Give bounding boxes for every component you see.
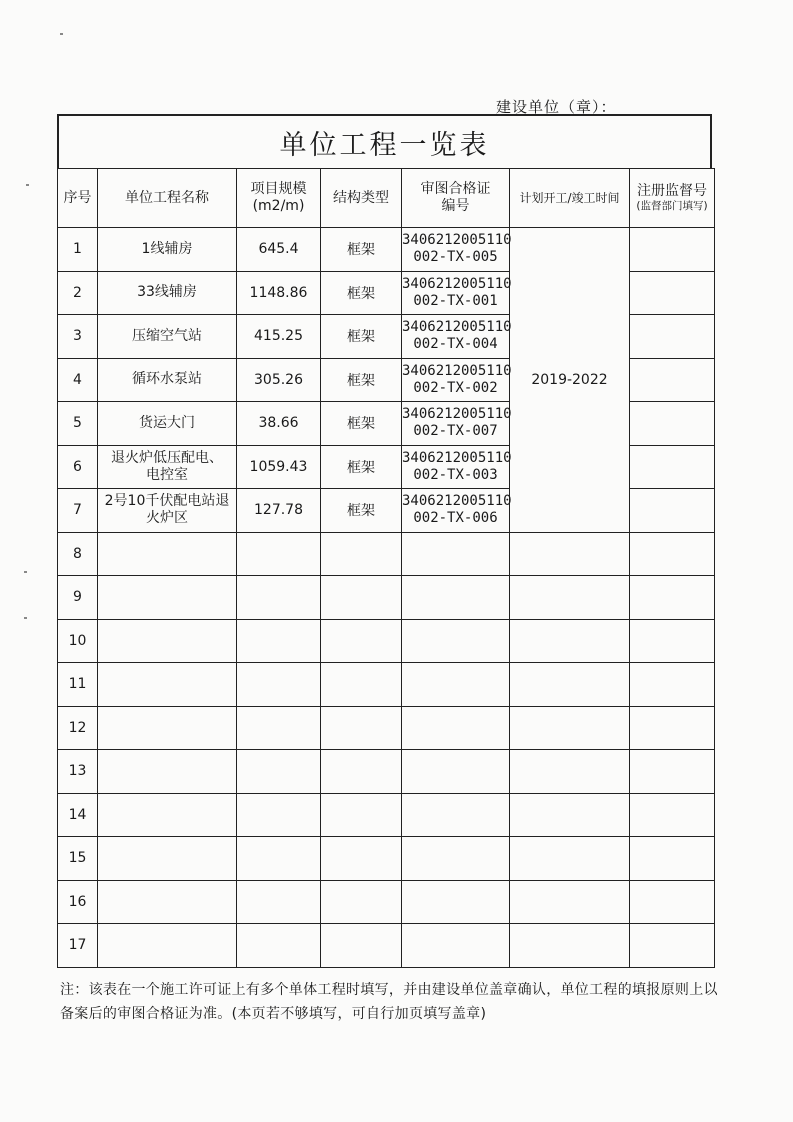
- row-name-line: 循环水泵站: [132, 371, 202, 388]
- table-row: [58, 663, 715, 707]
- table-row: [58, 750, 715, 794]
- empty-cell: [321, 576, 402, 620]
- empty-cell: [402, 663, 510, 707]
- row-cert-line: 002-TX-007: [413, 423, 498, 440]
- empty-cell: [98, 619, 237, 663]
- empty-cell: [98, 880, 237, 924]
- row-supervision: [630, 402, 715, 446]
- col-structure: 结构类型: [321, 169, 402, 228]
- table-row: [58, 837, 715, 881]
- table-row: [58, 228, 715, 272]
- empty-cell: [630, 793, 715, 837]
- col-name: 单位工程名称: [98, 169, 237, 228]
- row-seq: 15: [58, 837, 98, 881]
- col-scale: [237, 169, 321, 228]
- col-seq: 序号: [58, 169, 98, 228]
- empty-cell: [237, 837, 321, 881]
- empty-cell: [98, 706, 237, 750]
- table-row: [58, 924, 715, 968]
- row-scale: 305.26: [237, 358, 321, 402]
- footnote: 注：该表在一个施工许可证上有多个单体工程时填写，并由建设单位盖章确认，单位工程的填报原则上以备案后的审图合格证为准。(本页若不够填写，可自行加页填写盖章): [60, 982, 718, 1022]
- empty-cell: [321, 793, 402, 837]
- unit-stamp-label: 建设单位（章）：: [496, 98, 617, 116]
- row-cert-line: 3406212005110: [402, 275, 512, 292]
- empty-cell: [630, 837, 715, 881]
- empty-cell: [510, 706, 630, 750]
- empty-cell: [237, 924, 321, 968]
- row-structure: 框架: [321, 271, 402, 315]
- empty-cell: [237, 576, 321, 620]
- empty-cell: [630, 663, 715, 707]
- empty-cell: [321, 663, 402, 707]
- row-name-line: 火炉区: [146, 510, 188, 527]
- row-cert: [402, 358, 510, 402]
- row-structure: 框架: [321, 358, 402, 402]
- row-name-line: 退火炉低压配电、: [111, 449, 223, 466]
- empty-cell: [237, 706, 321, 750]
- empty-cell: [98, 532, 237, 576]
- empty-cell: [237, 619, 321, 663]
- table-row: [58, 706, 715, 750]
- col-supervision-note: (监督部门填写): [636, 200, 708, 212]
- row-seq: 6: [58, 445, 98, 489]
- row-supervision: [630, 445, 715, 489]
- row-name: [98, 445, 237, 489]
- row-seq: 7: [58, 489, 98, 533]
- empty-cell: [510, 793, 630, 837]
- empty-cell: [630, 880, 715, 924]
- empty-cell: [510, 619, 630, 663]
- row-name-line: 电控室: [146, 466, 188, 483]
- row-seq: 5: [58, 402, 98, 446]
- empty-cell: [510, 532, 630, 576]
- row-scale: 415.25: [237, 315, 321, 359]
- empty-cell: [630, 924, 715, 968]
- row-name: [98, 402, 237, 446]
- row-name-line: 2号10千伏配电站退: [104, 493, 230, 510]
- empty-cell: [321, 750, 402, 794]
- empty-cell: [98, 837, 237, 881]
- row-cert-line: 002-TX-004: [413, 336, 498, 353]
- empty-cell: [510, 576, 630, 620]
- empty-cell: [402, 619, 510, 663]
- empty-cell: [510, 837, 630, 881]
- row-seq: 8: [58, 532, 98, 576]
- col-cert-line2: 编号: [441, 198, 470, 214]
- row-supervision: [630, 228, 715, 272]
- empty-cell: [98, 750, 237, 794]
- row-cert-line: 002-TX-005: [413, 249, 498, 266]
- row-seq: 11: [58, 663, 98, 707]
- col-schedule: 计划开工/竣工时间: [510, 169, 630, 228]
- row-structure: 框架: [321, 402, 402, 446]
- row-scale: 1059.43: [237, 445, 321, 489]
- empty-cell: [402, 837, 510, 881]
- row-seq: 13: [58, 750, 98, 794]
- row-structure: 框架: [321, 489, 402, 533]
- row-supervision: [630, 271, 715, 315]
- row-seq: 16: [58, 880, 98, 924]
- table-row: [58, 619, 715, 663]
- empty-cell: [510, 750, 630, 794]
- row-cert-line: 002-TX-002: [413, 379, 498, 396]
- row-name-line: 33线辅房: [137, 284, 197, 301]
- empty-cell: [630, 576, 715, 620]
- table-row: [58, 576, 715, 620]
- row-cert-line: 3406212005110: [402, 406, 512, 423]
- row-seq: 4: [58, 358, 98, 402]
- row-cert: [402, 271, 510, 315]
- empty-cell: [630, 619, 715, 663]
- col-scale-line2: (m2/m): [252, 198, 305, 214]
- empty-cell: [98, 924, 237, 968]
- row-seq: 14: [58, 793, 98, 837]
- row-cert-line: 3406212005110: [402, 493, 512, 510]
- row-seq: 2: [58, 271, 98, 315]
- empty-cell: [98, 663, 237, 707]
- schedule-span: 2019-2022: [510, 228, 630, 533]
- empty-cell: [237, 750, 321, 794]
- row-supervision: [630, 315, 715, 359]
- row-cert: [402, 402, 510, 446]
- row-name: [98, 358, 237, 402]
- row-name: [98, 228, 237, 272]
- row-structure: 框架: [321, 315, 402, 359]
- row-cert-line: 3406212005110: [402, 449, 512, 466]
- empty-cell: [402, 793, 510, 837]
- empty-cell: [98, 793, 237, 837]
- table-row: [58, 880, 715, 924]
- empty-cell: [510, 663, 630, 707]
- empty-cell: [402, 532, 510, 576]
- row-scale: 38.66: [237, 402, 321, 446]
- unit-project-table: [57, 168, 715, 968]
- empty-cell: [237, 663, 321, 707]
- empty-cell: [321, 706, 402, 750]
- empty-cell: [402, 576, 510, 620]
- col-cert: [402, 169, 510, 228]
- row-seq: 10: [58, 619, 98, 663]
- row-name-line: 1线辅房: [141, 240, 193, 257]
- empty-cell: [237, 532, 321, 576]
- empty-cell: [321, 619, 402, 663]
- row-seq: 12: [58, 706, 98, 750]
- empty-cell: [321, 880, 402, 924]
- table-row: [58, 532, 715, 576]
- col-supervision-title: 注册监督号: [637, 183, 707, 199]
- row-seq: 3: [58, 315, 98, 359]
- row-name: [98, 315, 237, 359]
- row-cert-line: 002-TX-001: [413, 292, 498, 309]
- empty-cell: [510, 924, 630, 968]
- row-scale: 1148.86: [237, 271, 321, 315]
- row-structure: 框架: [321, 228, 402, 272]
- empty-cell: [98, 576, 237, 620]
- row-cert: [402, 445, 510, 489]
- row-seq: 1: [58, 228, 98, 272]
- row-cert-line: 002-TX-006: [413, 510, 498, 527]
- empty-cell: [321, 837, 402, 881]
- col-scale-line1: 项目规模: [250, 181, 307, 197]
- row-scale: 645.4: [237, 228, 321, 272]
- empty-cell: [402, 750, 510, 794]
- empty-cell: [630, 706, 715, 750]
- row-name-line: 压缩空气站: [132, 327, 202, 344]
- empty-cell: [510, 880, 630, 924]
- row-cert-line: 3406212005110: [402, 362, 512, 379]
- empty-cell: [237, 880, 321, 924]
- empty-cell: [402, 924, 510, 968]
- row-cert-line: 3406212005110: [402, 319, 512, 336]
- row-cert-line: 002-TX-003: [413, 466, 498, 483]
- row-seq: 17: [58, 924, 98, 968]
- empty-cell: [630, 750, 715, 794]
- row-cert: [402, 228, 510, 272]
- col-cert-line1: 审图合格证: [420, 181, 491, 197]
- row-structure: 框架: [321, 445, 402, 489]
- row-seq: 9: [58, 576, 98, 620]
- empty-cell: [630, 532, 715, 576]
- table-row: [58, 793, 715, 837]
- row-scale: 127.78: [237, 489, 321, 533]
- row-cert-line: 3406212005110: [402, 232, 512, 249]
- row-name-line: 货运大门: [139, 414, 195, 431]
- row-name: [98, 489, 237, 533]
- empty-cell: [321, 924, 402, 968]
- row-cert: [402, 315, 510, 359]
- col-supervision: [630, 169, 715, 228]
- row-supervision: [630, 489, 715, 533]
- row-cert: [402, 489, 510, 533]
- row-supervision: [630, 358, 715, 402]
- empty-cell: [321, 532, 402, 576]
- empty-cell: [402, 880, 510, 924]
- table-title: 单位工程一览表: [57, 114, 712, 168]
- row-name: [98, 271, 237, 315]
- empty-cell: [402, 706, 510, 750]
- empty-cell: [237, 793, 321, 837]
- header-row: [58, 169, 715, 228]
